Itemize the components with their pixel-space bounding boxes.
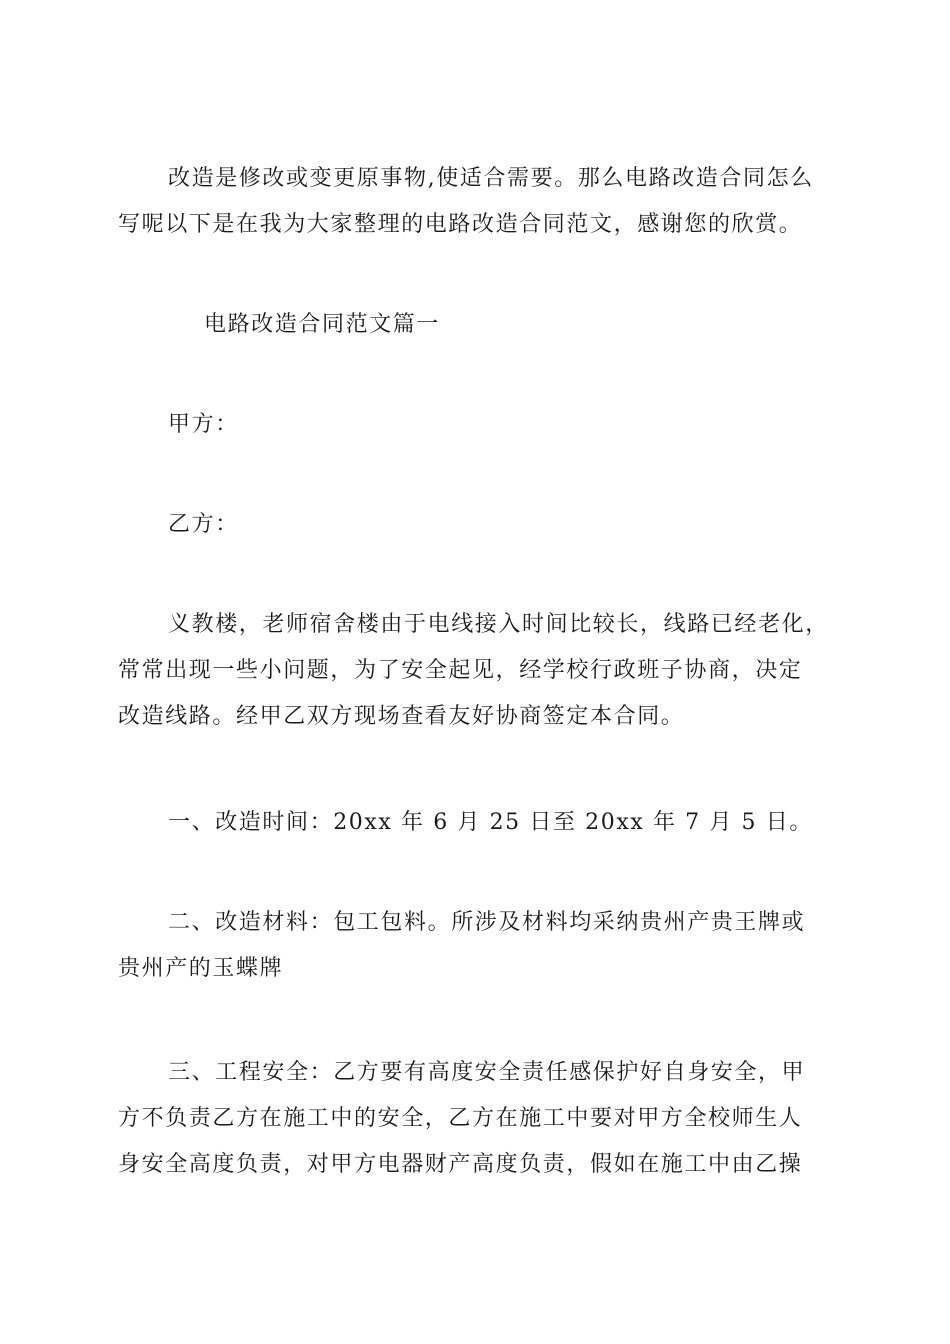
intro-line-2: 写呢以下是在我为大家整理的电路改造合同范文，感谢您的欣赏。 [118, 212, 803, 237]
party-a-label [118, 402, 838, 448]
intro-paragraph [118, 156, 838, 248]
clause-3-paragraph [118, 1050, 838, 1188]
section-title [118, 302, 838, 348]
clause-2-line-2: 贵州产的玉蝶牌 [118, 956, 284, 981]
clause-1-paragraph [118, 800, 838, 846]
clause-3-line-1: 三、工程安全：乙方要有高度安全责任感保护好自身安全，甲 [168, 1060, 806, 1085]
clause-2-line-1: 二、改造材料：包工包料。所涉及材料均采纳贵州产贵王牌或 [168, 910, 806, 935]
section-title-text: 电路改造合同范文篇一 [204, 312, 441, 337]
clause-2-paragraph [118, 900, 838, 992]
clause-3-line-2: 方不负责乙方在施工中的安全，乙方在施工中要对甲方全校师生人 [118, 1106, 803, 1131]
background-line-1: 义教楼，老师宿舍楼由于电线接入时间比较长，线路已经老化， [168, 612, 829, 637]
background-line-3: 改造线路。经甲乙双方现场查看友好协商签定本合同。 [118, 704, 685, 729]
intro-line-1: 改造是修改或变更原事物,使适合需要。那么电路改造合同怎么 [168, 166, 814, 191]
party-a-text: 甲方： [168, 412, 239, 437]
party-b-label [118, 502, 838, 548]
background-paragraph [118, 602, 838, 740]
background-line-2: 常常出现一些小问题，为了安全起见，经学校行政班子协商，决定 [118, 658, 803, 683]
party-b-text: 乙方： [168, 512, 239, 537]
clause-1-line-1: 一、改造时间：20xx 年 6 月 25 日至 20xx 年 7 月 5 日。 [168, 810, 813, 835]
clause-3-line-3: 身安全高度负责，对甲方电器财产高度负责，假如在施工中由乙操 [118, 1152, 803, 1177]
